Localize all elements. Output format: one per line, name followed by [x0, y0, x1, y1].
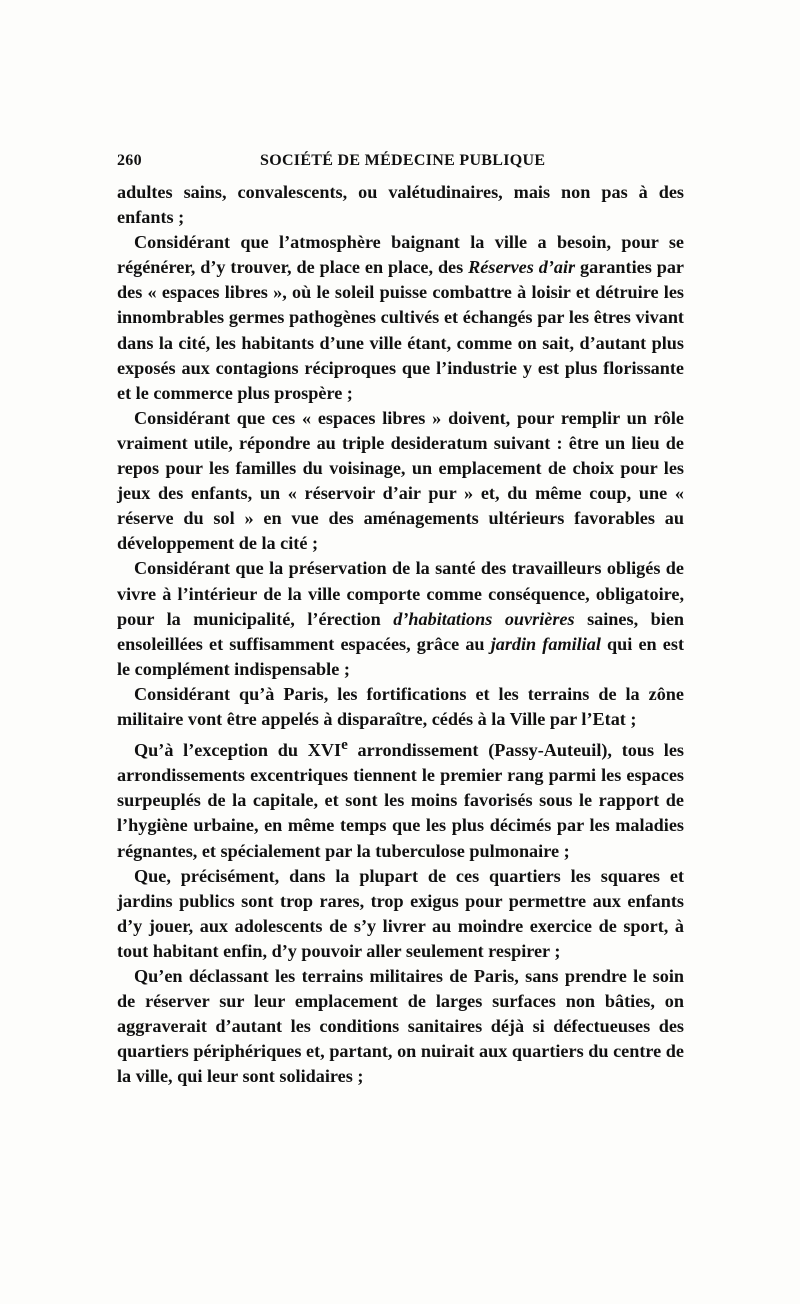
paragraph-text: saines, bien ensoleillées et suffisamment espacées, grâce au	[117, 608, 685, 654]
paragraph-text: Qu’à l’exception du XVI	[134, 740, 342, 761]
paragraph-text: Considérant que la préservation de la santé des travailleurs obligés de vivre à l’intérieur de la ville comporte comme conséquence, obligatoire, pour la municipalité, l’érection	[117, 558, 684, 629]
running-header	[117, 152, 677, 176]
body-text	[117, 180, 684, 1089]
paragraph-text: Considérant que l’atmosphère baignant la ville a besoin, pour se régénérer, d’y trouver, de place en place, des	[117, 232, 684, 278]
emphasis-text: d’habitations ouvrières	[393, 608, 575, 629]
paragraph-terrains-militaires: Qu’en déclassant les terrains militaires de Paris, sans prendre le soin de réserver sur leur emplacement de larges surfaces non bâties, on aggraverait d’autant les conditions sanitaires déjà si défectueuses des quartiers périphériques et, partant, on nuirait aux quartiers du centre de la ville, qui leur sont solidaires ;	[117, 965, 684, 1087]
paragraph-atmosphere	[117, 230, 684, 406]
paragraph-text: arrondissement (Passy-Auteuil), tous les arrondissements excentriques tiennent le premier rang parmi les espaces surpeuplés de la capitale, et sont les moins favorisés sous le rapport de l’hygiène urbaine, en même temps que les plus décimés par les maladies régnantes, et spécialement par la tuberculose pulmonaire ;	[117, 740, 685, 861]
paragraph-continuation: adultes sains, convalescents, ou valétudinaires, mais non pas à des enfants ;	[117, 182, 684, 228]
paragraph-fortifications: Considérant qu’à Paris, les fortifications et les terrains de la zône militaire vont être appelés à disparaître, cédés à la Ville par l’Etat ;	[117, 683, 684, 729]
running-title: SOCIÉTÉ DE MÉDECINE PUBLIQUE	[260, 152, 546, 169]
paragraph-espaces-libres: Considérant que ces « espaces libres » doivent, pour remplir un rôle vraiment utile, répondre au triple desideratum suivant : être un lieu de repos pour les familles du voisinage, un emplacement de choix pour les jeux des enfants, un « réservoir d’air pur » et, du même coup, une « réserve du sol » en vue des aménagements ultérieurs favorables au développement de la cité ;	[117, 407, 684, 554]
paragraph-squares: Que, précisément, dans la plupart de ces quartiers les squares et jardins publics sont trop rares, trop exigus pour permettre aux enfants d’y jouer, aux adolescents de s’y livrer au moindre exercice de sport, à tout habitant enfin, d’y pouvoir aller seulement respirer ;	[117, 865, 684, 961]
paragraph-text: garanties par des « espaces libres », où le soleil puisse combattre à loisir et détruire les innombrables germes pathogènes cultivés et échangés par les êtres vivant dans la cité, les habitants d’une ville étant, comme on sait, d’autant plus exposés aux contagions réciproques que l’industrie y est plus florissante et le commerce plus prospère ;	[117, 257, 685, 403]
emphasis-text: Réserves d’air	[468, 257, 576, 278]
paragraph-travailleurs	[117, 556, 684, 681]
emphasis-text: jardin familial	[490, 633, 601, 654]
paragraph-text: qui en est le complément indispensable ;	[117, 633, 684, 679]
page-number: 260	[117, 152, 142, 169]
paragraph-arrondissements	[117, 732, 684, 864]
superscript: e	[341, 736, 348, 754]
